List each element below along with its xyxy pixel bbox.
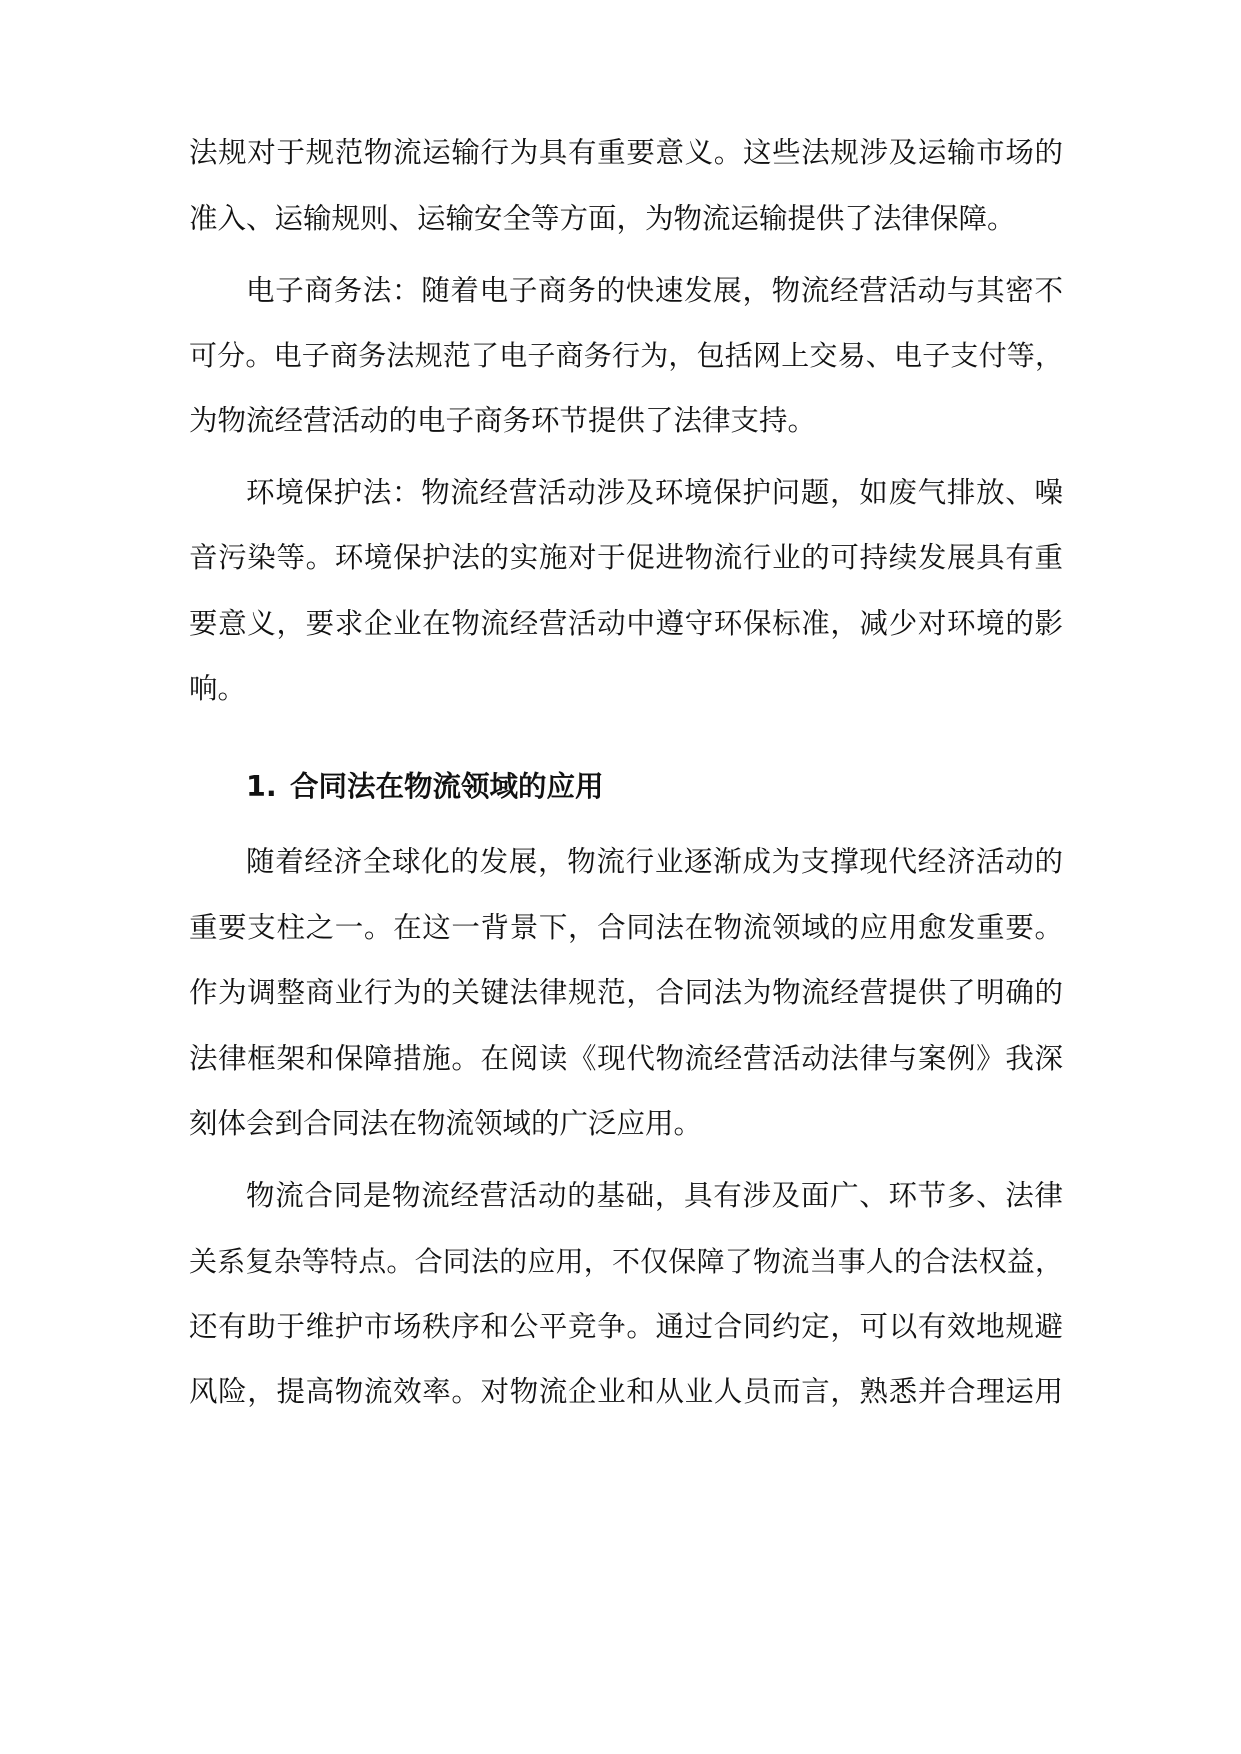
text-line: 作为调整商业行为的关键法律规范，合同法为物流经营提供了明确的 [189,976,1063,1009]
text-line: 随着经济全球化的发展，物流行业逐渐成为支撑现代经济活动的 [246,845,1063,878]
text-line: 为物流经营活动的电子商务环节提供了法律支持。 [189,404,817,437]
text-line: 风险，提高物流效率。对物流企业和从业人员而言，熟悉并合理运用 [189,1375,1063,1408]
text-line: 刻体会到合同法在物流领域的广泛应用。 [189,1107,703,1140]
text-line: 准入、运输规则、运输安全等方面，为物流运输提供了法律保障。 [189,202,1016,235]
text-line: 可分。电子商务法规范了电子商务行为，包括网上交易、电子支付等， [189,339,1063,372]
section-heading [246,759,1063,815]
section-title: 合同法在物流领域的应用 [290,770,604,803]
text-line: 法律框架和保障措施。在阅读《现代物流经营活动法律与案例》我深 [189,1042,1063,1075]
text-line: 电子商务法：随着电子商务的快速发展，物流经营活动与其密不 [246,274,1063,307]
text-line: 环境保护法：物流经营活动涉及环境保护问题，如废气排放、噪 [246,476,1063,509]
text-line: 关系复杂等特点。合同法的应用，不仅保障了物流当事人的合法权益， [189,1245,1063,1278]
text-line: 法规对于规范物流运输行为具有重要意义。这些法规涉及运输市场的 [189,136,1063,169]
text-line: 还有助于维护市场秩序和公平竞争。通过合同约定，可以有效地规避 [189,1310,1063,1343]
text-line: 重要支柱之一。在这一背景下，合同法在物流领域的应用愈发重要。 [189,911,1063,944]
section-number: 1. [246,770,277,803]
text-line: 音污染等。环境保护法的实施对于促进物流行业的可持续发展具有重 [189,541,1063,574]
text-line: 响。 [189,672,247,705]
text-line: 要意义，要求企业在物流经营活动中遵守环保标准，减少对环境的影 [189,607,1063,640]
text-line: 物流合同是物流经营活动的基础，具有涉及面广、环节多、法律 [246,1179,1063,1212]
